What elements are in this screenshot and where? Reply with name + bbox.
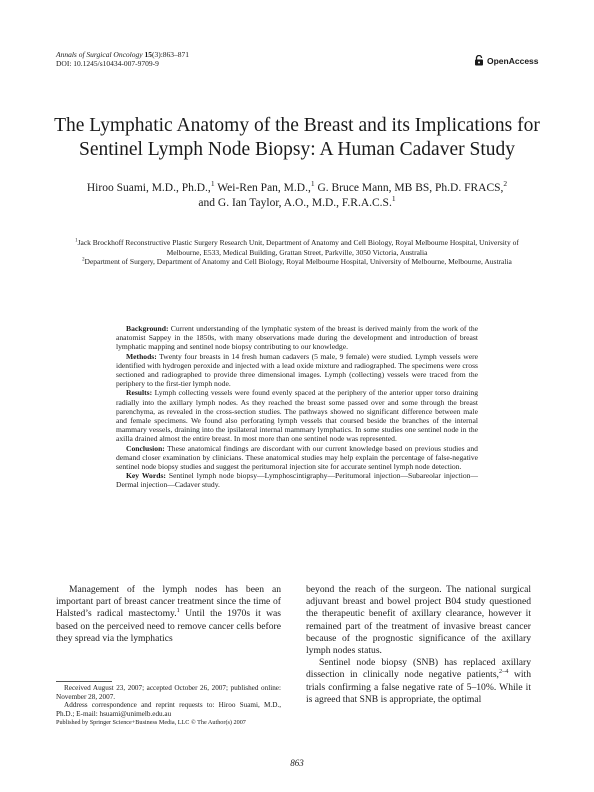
abstract-conclusion <box>116 444 478 472</box>
journal-volume: 15 <box>144 50 152 59</box>
journal-issue-pages: (3):863–871 <box>151 50 190 59</box>
abstract-background <box>116 324 478 352</box>
journal-header <box>56 50 189 68</box>
affiliation-item <box>58 257 536 267</box>
body-text: with trials confirming a false negative rate of 5–10%. While it is agreed that SNB is appropriate, the optimal <box>306 669 531 705</box>
body-paragraph <box>306 657 531 706</box>
abstract-results <box>116 388 478 443</box>
body-column-left <box>56 584 281 645</box>
abstract <box>116 324 478 490</box>
footnote-publisher: Published by Springer Science+Business Media, LLC © The Author(s) 2007 <box>56 719 246 727</box>
open-access-label: OpenAccess <box>487 55 539 66</box>
author-affiliation-mark: 2 <box>503 179 508 189</box>
body-text: Management of the lymph nodes has been an important part of breast cancer treatment since the time of Halsted’s radical mastectomy. <box>56 584 281 620</box>
citation-mark: 2–4 <box>498 668 509 676</box>
affiliation-item <box>58 238 536 257</box>
body-paragraph <box>56 584 281 645</box>
author-name: Hiroo Suami, M.D., Ph.D., <box>86 182 211 194</box>
footnotes <box>56 684 281 728</box>
author-affiliation-mark: 1 <box>310 179 315 189</box>
abstract-methods <box>116 352 478 389</box>
affiliation-text: Jack Brockhoff Reconstructive Plastic Surgery Research Unit, Department of Anatomy and Cell Biology, Royal Melbourne Hospital, University of Melbourne, E533, Medical Building, Grattan Street, Parkville, 3050 Victoria, Australia <box>77 238 519 257</box>
author-list <box>40 181 554 211</box>
author-name: G. Bruce Mann, MB BS, Ph.D. FRACS, <box>314 182 504 194</box>
abstract-results-text: Lymph collecting vessels were found evenly spaced at the periphery of the anterior upper torso draining radially into the axillary lymph nodes. As they reached the breast some passed over and some through the breast parenchyma, as revealed in the cross-section studies. The pathways showed no significant difference between male and female specimens. We found also perforating lymph vessels that coursed beside the branches of the internal mammary vessels, draining into the ipsilateral internal mammary lymphatics. In some studies one sentinel node in the axilla drained almost the entire breast. In most more than one sentinel node was represented. <box>116 388 478 444</box>
affiliation-mark: 2 <box>82 257 85 263</box>
journal-name: Annals of Surgical Oncology <box>56 50 143 59</box>
abstract-methods-label: Methods: <box>126 351 157 361</box>
open-access-badge <box>474 55 539 66</box>
footnote-received: Received August 23, 2007; accepted October 26, 2007; published online: November 28, 2007. <box>56 684 281 701</box>
abstract-methods-text: Twenty four breasts in 14 fresh human cadavers (5 male, 9 female) were studied. Lymph vessels were identified with hydrogen peroxide and injected with a lead oxide mixture and radiographed. The specimens were cross sectioned and radiographed to provide three dimensional images. Lymph (collecting) vessels were traced from the periphery to the first-tier lymph node. <box>116 351 478 389</box>
abstract-background-label: Background: <box>126 324 169 333</box>
affiliation-text: Department of Surgery, Department of Anatomy and Cell Biology, Royal Melbourne Hospital, University of Melbourne, Melbourne, Australia <box>84 257 512 266</box>
author-affiliation-mark: 1 <box>210 179 215 189</box>
footnote-correspondence: Address correspondence and reprint requests to: Hiroo Suami, M.D., Ph.D.; E-mail: hsuami@unimelb.edu.au <box>56 701 281 718</box>
abstract-conclusion-label: Conclusion: <box>126 443 165 453</box>
body-column-right <box>306 584 531 706</box>
citation-mark: 1 <box>176 607 180 615</box>
article-title: The Lymphatic Anatomy of the Breast and its Implications for Sentinel Lymph Node Biopsy: A Human Cadaver Study <box>54 115 540 160</box>
body-text: Until the 1970s it was based on the perceived need to remove cancer cells before they spread via the lymphatics <box>56 608 282 644</box>
abstract-keywords <box>116 471 478 489</box>
abstract-keywords-label: Key Words: <box>126 471 166 481</box>
affiliation-mark: 1 <box>75 238 78 244</box>
doi: DOI: 10.1245/s10434-007-9709-9 <box>56 59 159 68</box>
body-paragraph: beyond the reach of the surgeon. The national surgical adjuvant breast and bowel project B04 study questioned the therapeutic benefit of axillary clearance, however it remained part of the treatment of invasive breast cancer because of the prognostic significance of the axillary lymph nodes status. <box>306 584 531 657</box>
open-access-lock-icon <box>474 55 484 66</box>
body-text: Sentinel node biopsy (SNB) has replaced axillary dissection in clinically node negative patients, <box>306 657 531 681</box>
page-number: 863 <box>290 758 304 768</box>
abstract-conclusion-text: These anatomical findings are discordant with our current knowledge based on previous studies and demand closer examination by clinicians. These anatomical studies may help explain the percentage of false-negative sentinel node biopsy studies and suggest the peritumoral injection site for accurate sentinel lymph node detection. <box>116 443 478 472</box>
abstract-background-text: Current understanding of the lymphatic system of the breast is derived mainly from the work of the anatomist Sappey in the 1850s, with many observations made during the development and introduction of breast lymphatic mapping and sentinel node biopsy contributing to our knowledge. <box>116 324 478 352</box>
author-affiliation-mark: 1 <box>391 194 396 204</box>
footnote-rule <box>56 681 112 682</box>
author-name: Wei-Ren Pan, M.D., <box>214 182 311 194</box>
abstract-keywords-text: Sentinel lymph node biopsy—Lymphoscintigraphy—Peritumoral injection—Subareolar injection—Dermal injection—Cadaver study. <box>116 471 479 490</box>
author-name: and G. Ian Taylor, A.O., M.D., F.R.A.C.S. <box>198 197 392 209</box>
abstract-results-label: Results: <box>126 388 153 398</box>
affiliations <box>58 238 536 267</box>
